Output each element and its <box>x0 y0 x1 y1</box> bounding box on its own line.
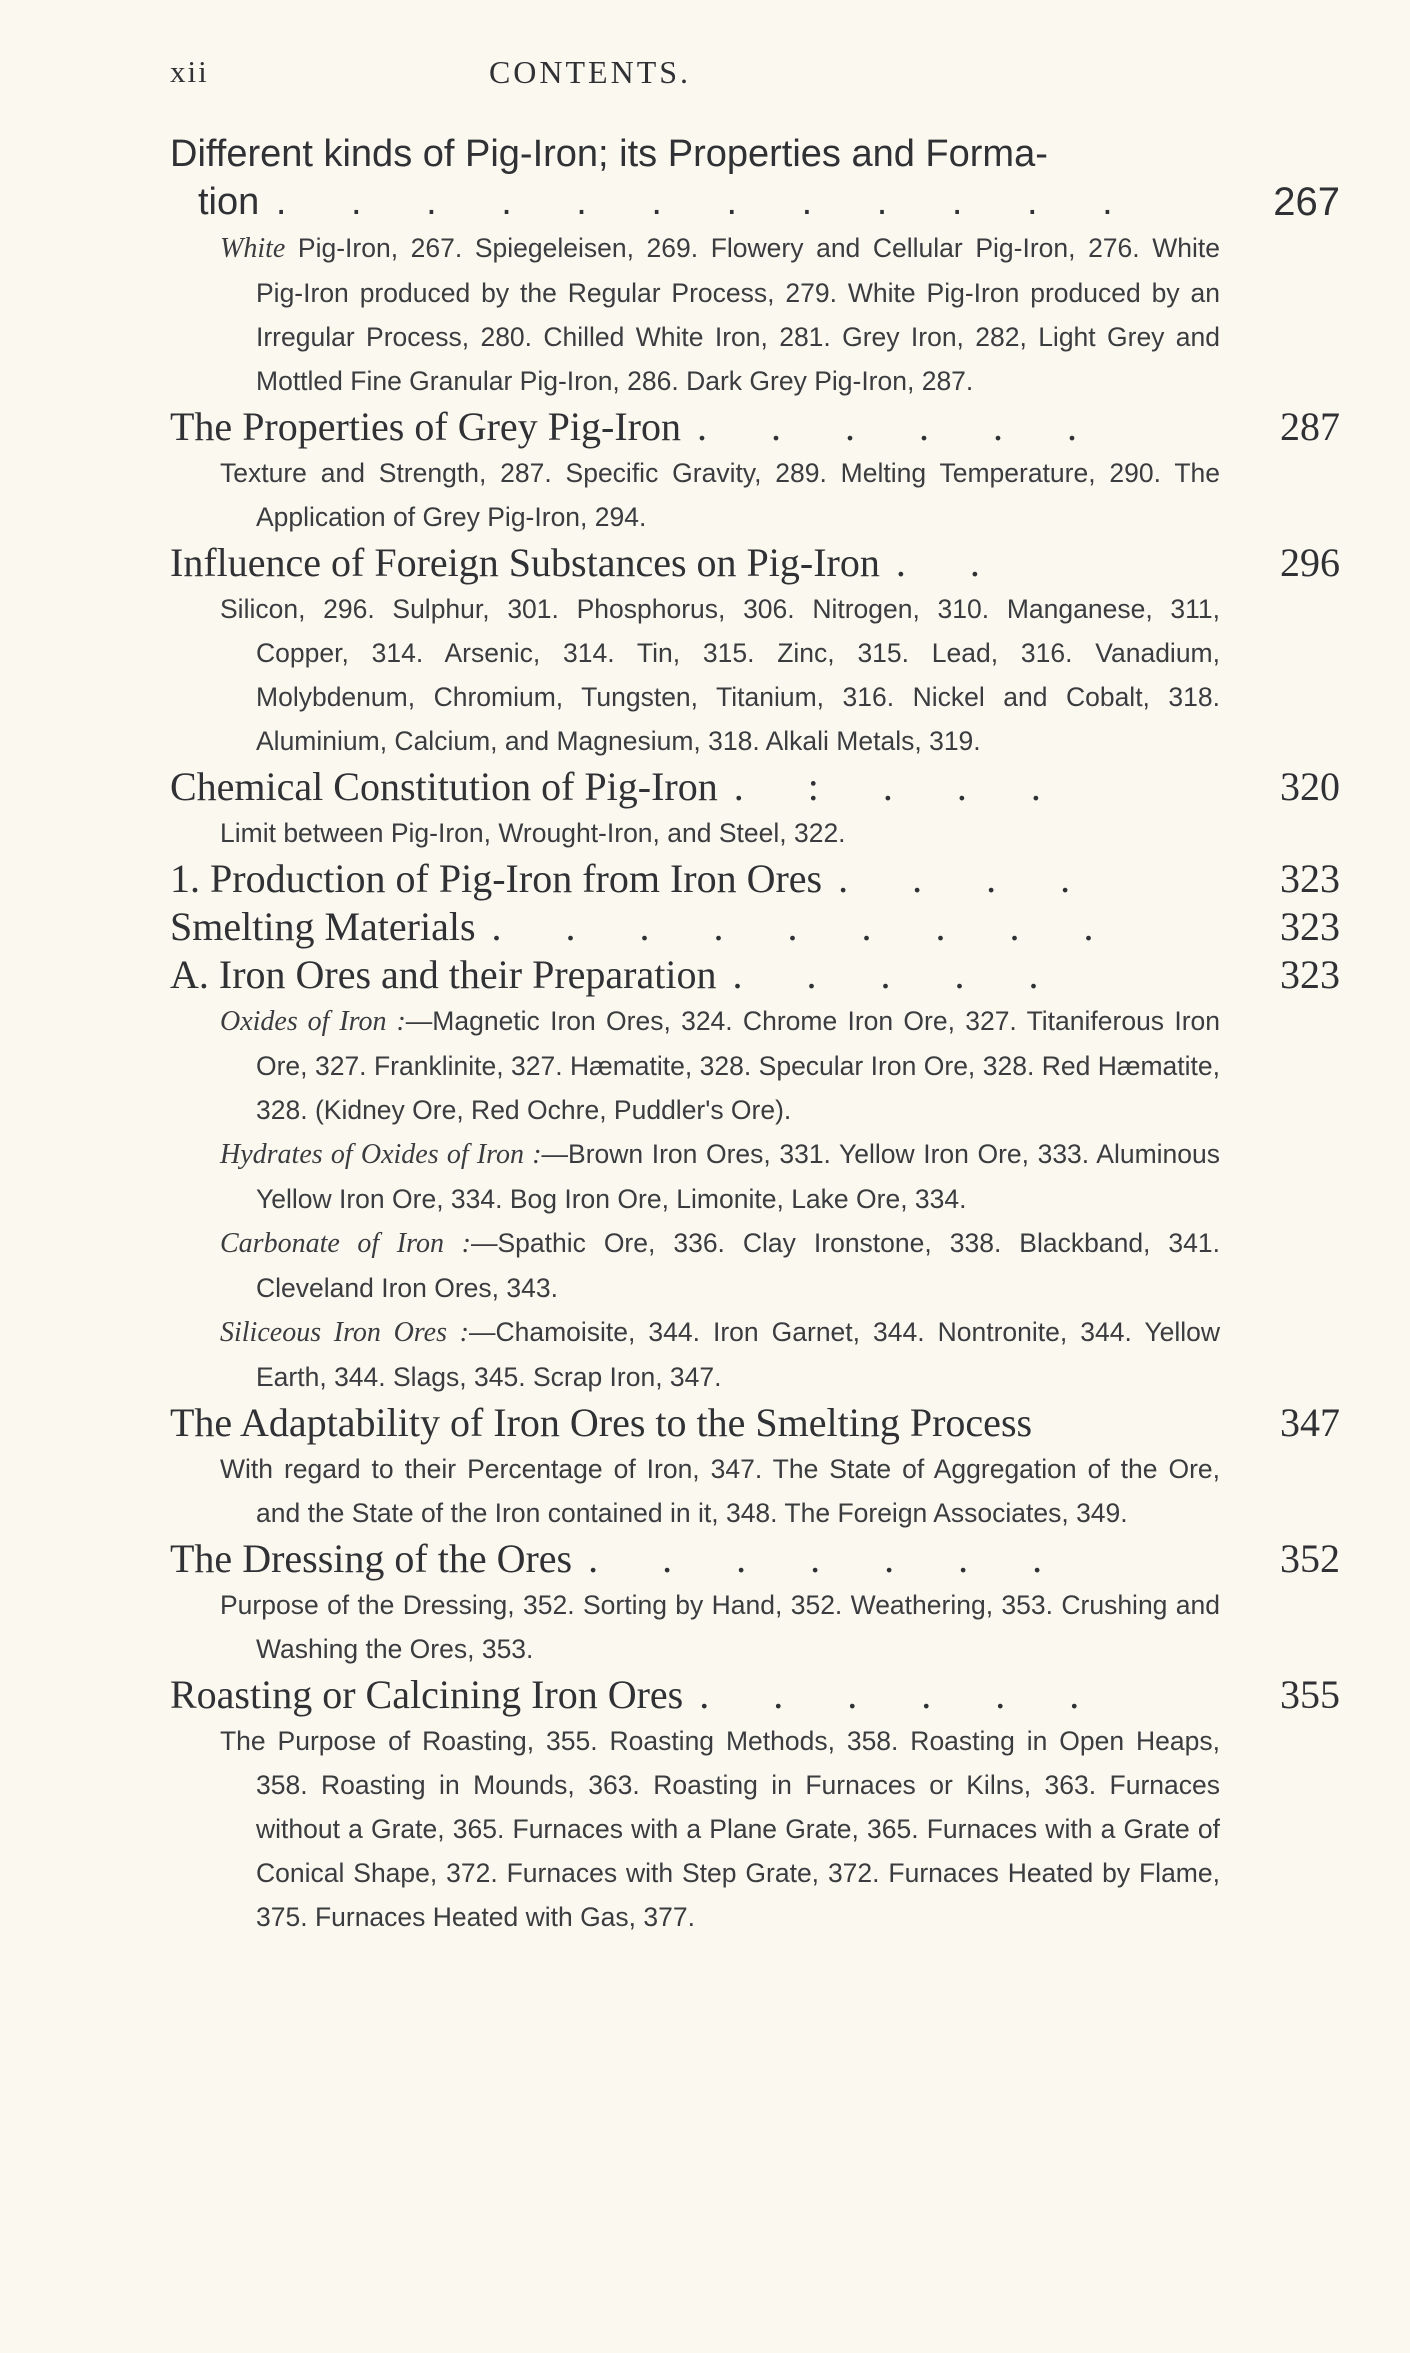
toc-page-number: 287 <box>1280 404 1340 449</box>
toc-sub-text: Pig-Iron, 267. Spiegeleisen, 269. Flowery and Cellular Pig-Iron, 276. White Pig-Iron produced by the Regular Process, 279. White Pig-Iron produced by an Irregular Process, 280. Chilled White Iron, 281. Grey Iron, 282, Light Grey and Mottled Fine Granular Pig-Iron, 286. Dark Grey Pig-Iron, 287. <box>256 233 1220 396</box>
toc-sub-text: With regard to their Percentage of Iron, 347. The State of Aggregation of the Ore, and the State of the Iron contained in it, 348. The Foreign Associates, 349. <box>220 1454 1220 1528</box>
toc-sub-text: Purpose of the Dressing, 352. Sorting by Hand, 352. Weathering, 353. Crushing and Washing the Ores, 353. <box>220 1590 1220 1664</box>
toc-subentries <box>220 999 1220 1132</box>
toc-sub-text: —Brown Iron Ores, 331. Yellow Iron Ore, 333. Aluminous Yellow Iron Ore, 334. Bog Iron Ore, Limonite, Lake Ore, 334. <box>256 1139 1220 1214</box>
toc-subentries <box>220 1447 1220 1535</box>
page-header <box>170 54 1340 104</box>
toc-page-number: 267 <box>1273 180 1340 224</box>
toc-subentries <box>220 811 1220 855</box>
dot-leader: . . . . . . . . . <box>491 904 1121 949</box>
toc-entry-title: Smelting Materials <box>170 904 476 949</box>
toc-entry-heading <box>170 855 1340 903</box>
toc-page-number: 296 <box>1280 540 1340 585</box>
toc-entry <box>170 1535 1340 1671</box>
toc-subentries <box>220 1719 1220 1939</box>
toc-entry <box>170 130 1340 403</box>
dot-leader: . : . . . <box>733 764 1068 809</box>
toc-entry <box>170 903 1340 951</box>
toc-page-number: 320 <box>1280 764 1340 809</box>
toc-sub-lead: Hydrates of Oxides of Iron : <box>220 1139 542 1170</box>
running-title: CONTENTS. <box>488 54 692 90</box>
toc-entry-heading <box>170 1671 1340 1719</box>
dot-leader: . . . . <box>838 856 1098 901</box>
toc-entry-title: A. Iron Ores and their Preparation <box>170 952 717 997</box>
toc-entry-heading <box>170 763 1340 811</box>
toc-entry-heading <box>170 1399 1340 1447</box>
toc-subentries <box>220 587 1220 763</box>
toc-page-number: 347 <box>1280 1400 1340 1445</box>
toc-entry-heading <box>170 903 1340 951</box>
toc-entry-title-line1: Different kinds of Pig-Iron; its Properties and Forma- <box>170 133 1048 175</box>
toc-entry <box>170 763 1340 855</box>
toc-entry <box>170 1671 1340 1939</box>
page-number: xii <box>170 54 209 89</box>
toc-page-number: 352 <box>1280 1536 1340 1581</box>
toc-entry <box>170 855 1340 903</box>
toc-sub-lead: White <box>220 233 286 264</box>
toc-page-number: 323 <box>1280 856 1340 901</box>
toc-entry-title: The Adaptability of Iron Ores to the Smelting Process <box>170 1400 1033 1445</box>
dot-leader: . . . . . . <box>699 1672 1107 1717</box>
toc-entry-title-line2: tion <box>198 181 260 223</box>
dot-leader: . . . . . . . . . . . . <box>275 181 1140 223</box>
toc-sub-text: —Magnetic Iron Ores, 324. Chrome Iron Ore, 327. Titaniferous Iron Ore, 327. Franklinite, 327. Hæmatite, 328. Specular Iron Ore, 328. Red Hæmatite, 328. (Kidney Ore, Red Ochre, Puddler's Ore). <box>256 1006 1220 1125</box>
toc-sub-text: —Spathic Ore, 336. Clay Ironstone, 338. Blackband, 341. Cleveland Iron Ores, 343. <box>256 1228 1220 1303</box>
toc-sub-text: Silicon, 296. Sulphur, 301. Phosphorus, 306. Nitrogen, 310. Manganese, 311, Copper, 314. Arsenic, 314. Tin, 315. Zinc, 315. Lead, 316. Vanadium, Molybdenum, Chromium, Tungsten, Titanium, 316. Nickel and Cobalt, 318. Aluminium, Calcium, and Magnesium, 318. Alkali Metals, 319. <box>220 594 1220 756</box>
dot-leader: . . . . . . . <box>588 1536 1070 1581</box>
toc-sub-text: The Purpose of Roasting, 355. Roasting Methods, 358. Roasting in Open Heaps, 358. Roasting in Mounds, 363. Roasting in Furnaces or Kilns, 363. Furnaces without a Grate, 365. Furnaces with a Plane Grate, 365. Furnaces with a Grate of Conical Shape, 372. Furnaces with Step Grate, 372. Furnaces Heated by Flame, 375. Furnaces Heated with Gas, 377. <box>220 1726 1220 1932</box>
toc-subentries <box>220 226 1220 403</box>
toc-entry-heading <box>170 539 1340 587</box>
toc-entry-heading <box>170 951 1340 999</box>
dot-leader: . . <box>895 540 1007 585</box>
toc-sub-text: Limit between Pig-Iron, Wrought-Iron, and Steel, 322. <box>220 818 846 848</box>
toc-entry <box>170 1399 1340 1535</box>
toc-entry-heading <box>170 130 1340 226</box>
toc-sub-lead: Carbonate of Iron : <box>220 1228 471 1259</box>
toc-subentries <box>220 451 1220 539</box>
toc-page-number: 323 <box>1280 904 1340 949</box>
toc-entry-title: 1. Production of Pig-Iron from Iron Ores <box>170 856 823 901</box>
table-of-contents <box>170 130 1340 1939</box>
toc-page-number: 355 <box>1280 1672 1340 1717</box>
toc-entry <box>170 539 1340 763</box>
toc-entry-title: The Dressing of the Ores <box>170 1536 573 1581</box>
toc-entry-title: Chemical Constitution of Pig-Iron <box>170 764 718 809</box>
toc-subentries <box>220 1221 1220 1310</box>
toc-subentries <box>220 1310 1220 1399</box>
toc-entry <box>170 951 1340 1399</box>
toc-entry-heading <box>170 1535 1340 1583</box>
toc-page-number: 323 <box>1280 952 1340 997</box>
dot-leader: . . . . . <box>732 952 1066 997</box>
toc-sub-text: —Chamoisite, 344. Iron Garnet, 344. Nontronite, 344. Yellow Earth, 344. Slags, 345. Scrap Iron, 347. <box>256 1317 1220 1392</box>
toc-entry-title: The Properties of Grey Pig-Iron <box>170 404 681 449</box>
toc-subentries <box>220 1583 1220 1671</box>
dot-leader: . . . . . . <box>696 404 1104 449</box>
toc-subentries <box>220 1132 1220 1221</box>
toc-entry <box>170 403 1340 539</box>
toc-entry-title: Roasting or Calcining Iron Ores <box>170 1672 684 1717</box>
toc-sub-text: Texture and Strength, 287. Specific Gravity, 289. Melting Temperature, 290. The Application of Grey Pig-Iron, 294. <box>220 458 1220 532</box>
toc-entry-title: Influence of Foreign Substances on Pig-Iron <box>170 540 880 585</box>
toc-entry-heading <box>170 403 1340 451</box>
toc-sub-lead: Oxides of Iron : <box>220 1006 406 1037</box>
toc-sub-lead: Siliceous Iron Ores : <box>220 1317 469 1348</box>
